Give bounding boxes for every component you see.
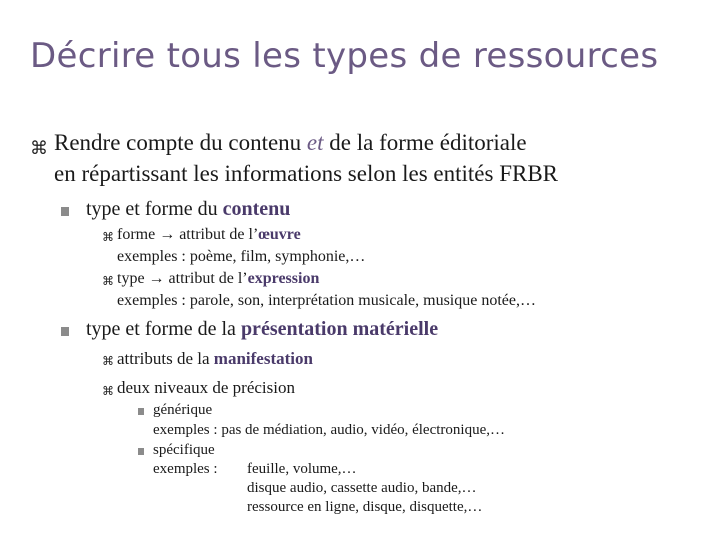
bullet-command-icon: ⌘ [102, 384, 114, 398]
bullet-command-icon: ⌘ [30, 138, 48, 159]
level4-specifique-example-1: feuille, volume,… [247, 461, 357, 477]
level3-forme [117, 226, 301, 244]
level3-niveaux: deux niveaux de précision [117, 378, 295, 397]
level2-contenu [86, 198, 290, 221]
level3-manifestation [117, 349, 313, 369]
level4-specifique-prefix: exemples : [153, 461, 218, 477]
level4-generique: générique [153, 402, 213, 418]
square-bullet-icon [61, 207, 69, 216]
level2-presentation-highlight: présentation matérielle [240, 318, 439, 340]
level4-generique-examples: exemples : pas de médiation, audio, vidéo, électronique,… [153, 422, 505, 438]
level2-contenu-text: type et forme du [86, 198, 218, 220]
level4-specifique: spécifique [153, 442, 215, 458]
level2-presentation [86, 318, 438, 341]
square-bullet-icon [138, 408, 144, 415]
level3-type-examples: exemples : parole, son, interprétation musicale, musique notée,… [117, 292, 536, 309]
arrow-icon: → [159, 226, 176, 243]
level3-type-text: type [117, 270, 145, 287]
level1-text-a: Rendre compte du contenu [54, 130, 302, 155]
level2-contenu-highlight: contenu [222, 198, 291, 220]
bullet-command-icon: ⌘ [102, 230, 114, 244]
slide-title: Décrire tous les types de ressources [30, 36, 659, 76]
level1-line2: en répartissant les informations selon les entités FRBR [54, 161, 559, 186]
level3-forme-highlight: œuvre [258, 226, 301, 243]
level3-type-mid: attribut de l’ [168, 270, 248, 287]
level2-presentation-text: type et forme de la [86, 318, 236, 340]
level3-forme-mid: attribut de l’ [179, 226, 259, 243]
level3-forme-text: forme [117, 226, 156, 243]
level3-manifestation-highlight: manifestation [213, 349, 313, 368]
level3-type-highlight: expression [247, 270, 320, 287]
arrow-icon: → [148, 270, 165, 287]
level4-specifique-example-2: disque audio, cassette audio, bande,… [247, 480, 477, 496]
square-bullet-icon [61, 327, 69, 336]
level1-line1 [54, 130, 527, 156]
bullet-command-icon: ⌘ [102, 354, 114, 368]
level4-specifique-example-3: ressource en ligne, disque, disquette,… [247, 499, 483, 515]
level3-manifestation-text: attributs de la [117, 349, 210, 368]
level3-type [117, 270, 319, 288]
level1-text-b: de la forme éditoriale [329, 130, 527, 155]
level3-forme-examples: exemples : poème, film, symphonie,… [117, 248, 366, 265]
level1-text-et: et [306, 130, 324, 155]
bullet-command-icon: ⌘ [102, 274, 114, 288]
square-bullet-icon [138, 448, 144, 455]
